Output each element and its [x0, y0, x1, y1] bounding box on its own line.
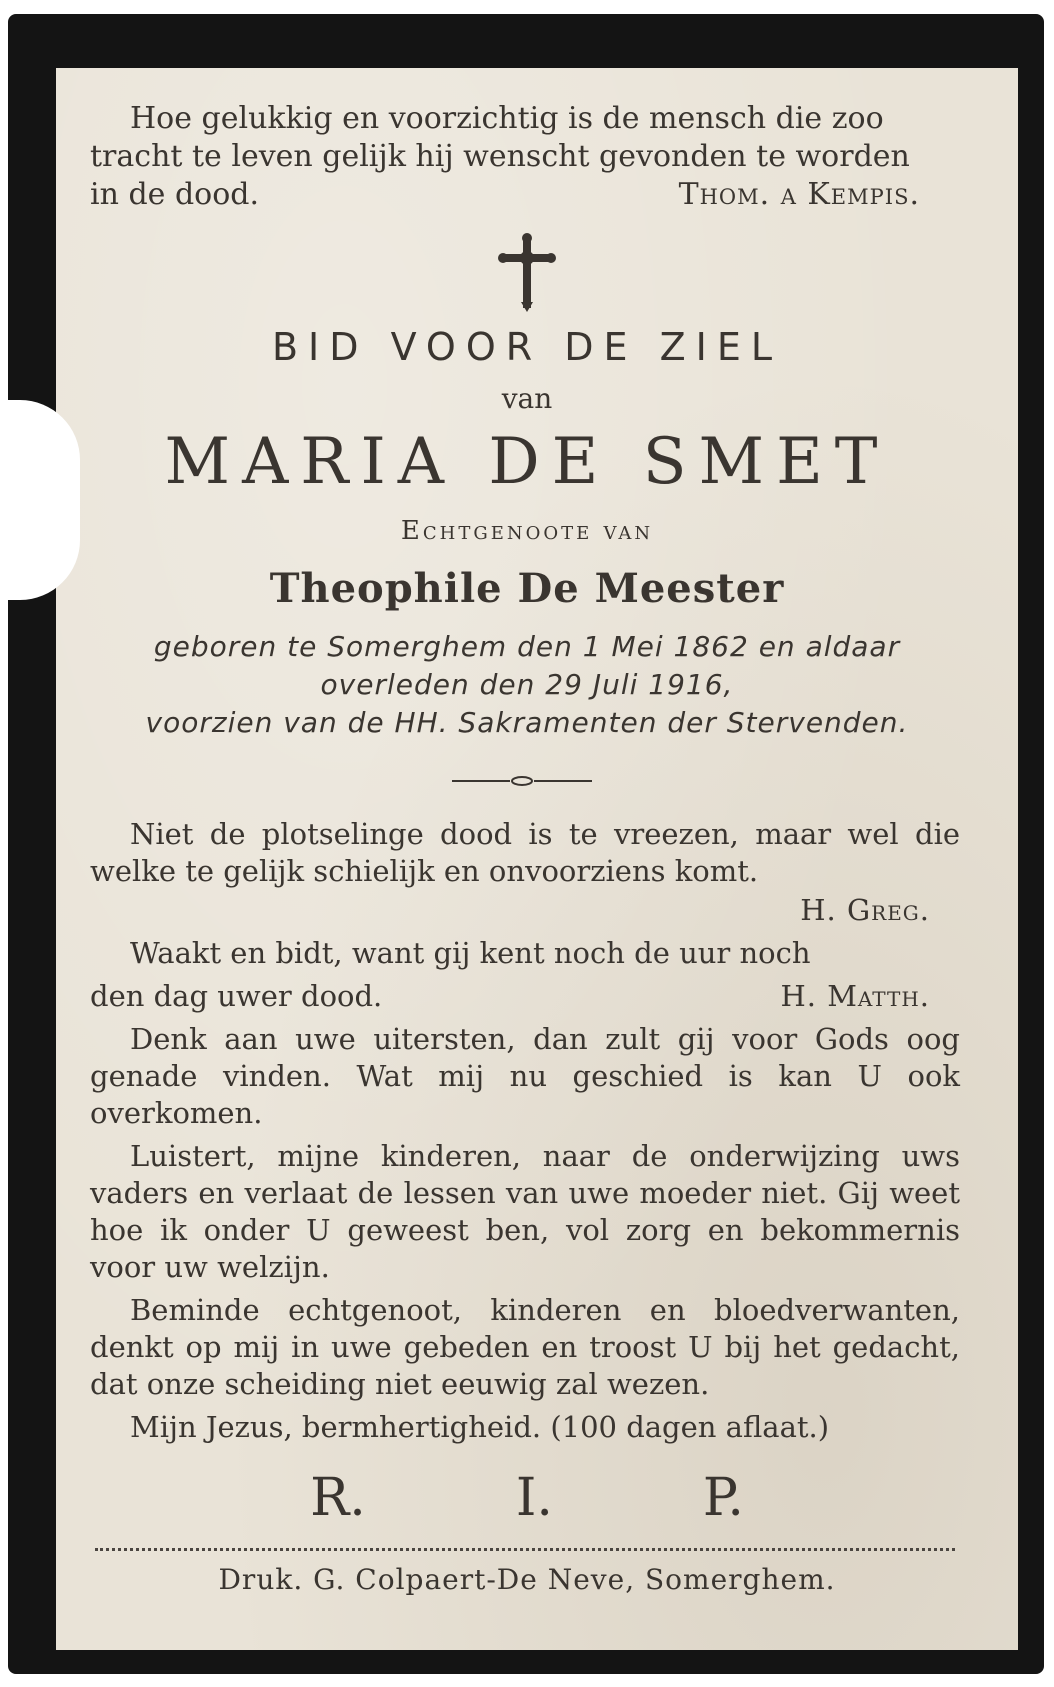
details-line-1: geboren te Somerghem den 1 Mei 1862 en aldaar: [153, 630, 901, 663]
spouse-name: Theophile De Meester: [269, 565, 785, 612]
body-paragraph-6: Mijn Jezus, bermhertigheid. (100 dagen aflaat.): [130, 1410, 830, 1444]
epigraph-line-1: Hoe gelukkig en voorzichtig is de mensch die zoo: [130, 101, 884, 136]
spouse-label: Echtgenoote van: [400, 516, 654, 546]
rip-letters: [0, 1468, 1054, 1528]
rip-p: P.: [702, 1468, 744, 1528]
body-paragraph-4: Luistert, mijne kinderen, naar de onderwijzing uws vaders en verlaat de lessen van uwe moeder niet. Gij weet hoe ik onder U geweest ben, vol zorg en bekommernis voor uw welzijn.: [90, 1139, 960, 1284]
epigraph-line-3: [90, 176, 960, 214]
body-paragraph-2-end-text: den dag uwer dood.: [90, 979, 383, 1013]
epigraph-line-3-text: in de dood.: [90, 177, 260, 212]
matth-attribution: H. Matth.: [780, 979, 930, 1013]
rip-i: I.: [515, 1468, 553, 1528]
epigraph: [90, 100, 960, 214]
ornamental-divider: [452, 776, 592, 786]
cross-icon: [497, 232, 557, 312]
body-paragraph-2-end: [90, 978, 960, 1015]
body-paragraph-1: Niet de plotselinge dood is te vreezen, maar wel die welke te gelijk schielijk en onvoorziens komt.: [90, 817, 960, 888]
body-paragraph-3: Denk aan uwe uitersten, dan zult gij voor Gods oog genade vinden. Wat mij nu geschied is kan U ook overkomen.: [90, 1022, 960, 1130]
rip-r: R.: [310, 1468, 366, 1528]
body-paragraph-5: Beminde echtgenoot, kinderen en bloedverwanten, denkt op mij in uwe gebeden en troost U bij het gedacht, dat onze scheiding niet eeuwig zal wezen.: [90, 1293, 960, 1401]
body-paragraph-2: Waakt en bidt, want gij kent noch de uur noch: [130, 936, 811, 970]
deceased-name: MARIA DE SMET: [164, 425, 890, 499]
epigraph-line-2: tracht te leven gelijk hij wenscht gevonden te worden: [90, 139, 910, 174]
van-text: van: [501, 382, 553, 415]
prayer-heading: BID VOOR DE ZIEL: [271, 325, 782, 369]
greg-attribution: H. Greg.: [800, 893, 930, 927]
details-line-3: voorzien van de HH. Sakramenten der Stervenden.: [145, 706, 909, 739]
details-line-2: overleden den 29 Juli 1916,: [320, 668, 734, 701]
body-text: [90, 816, 960, 1452]
body-attribution-greg: [90, 892, 960, 929]
dotted-separator: [95, 1548, 955, 1551]
printer-credit: Druk. G. Colpaert-De Neve, Somerghem.: [218, 1563, 836, 1596]
epigraph-attribution: Thom. a Kempis.: [678, 177, 920, 212]
birth-death-details: [0, 628, 1054, 742]
